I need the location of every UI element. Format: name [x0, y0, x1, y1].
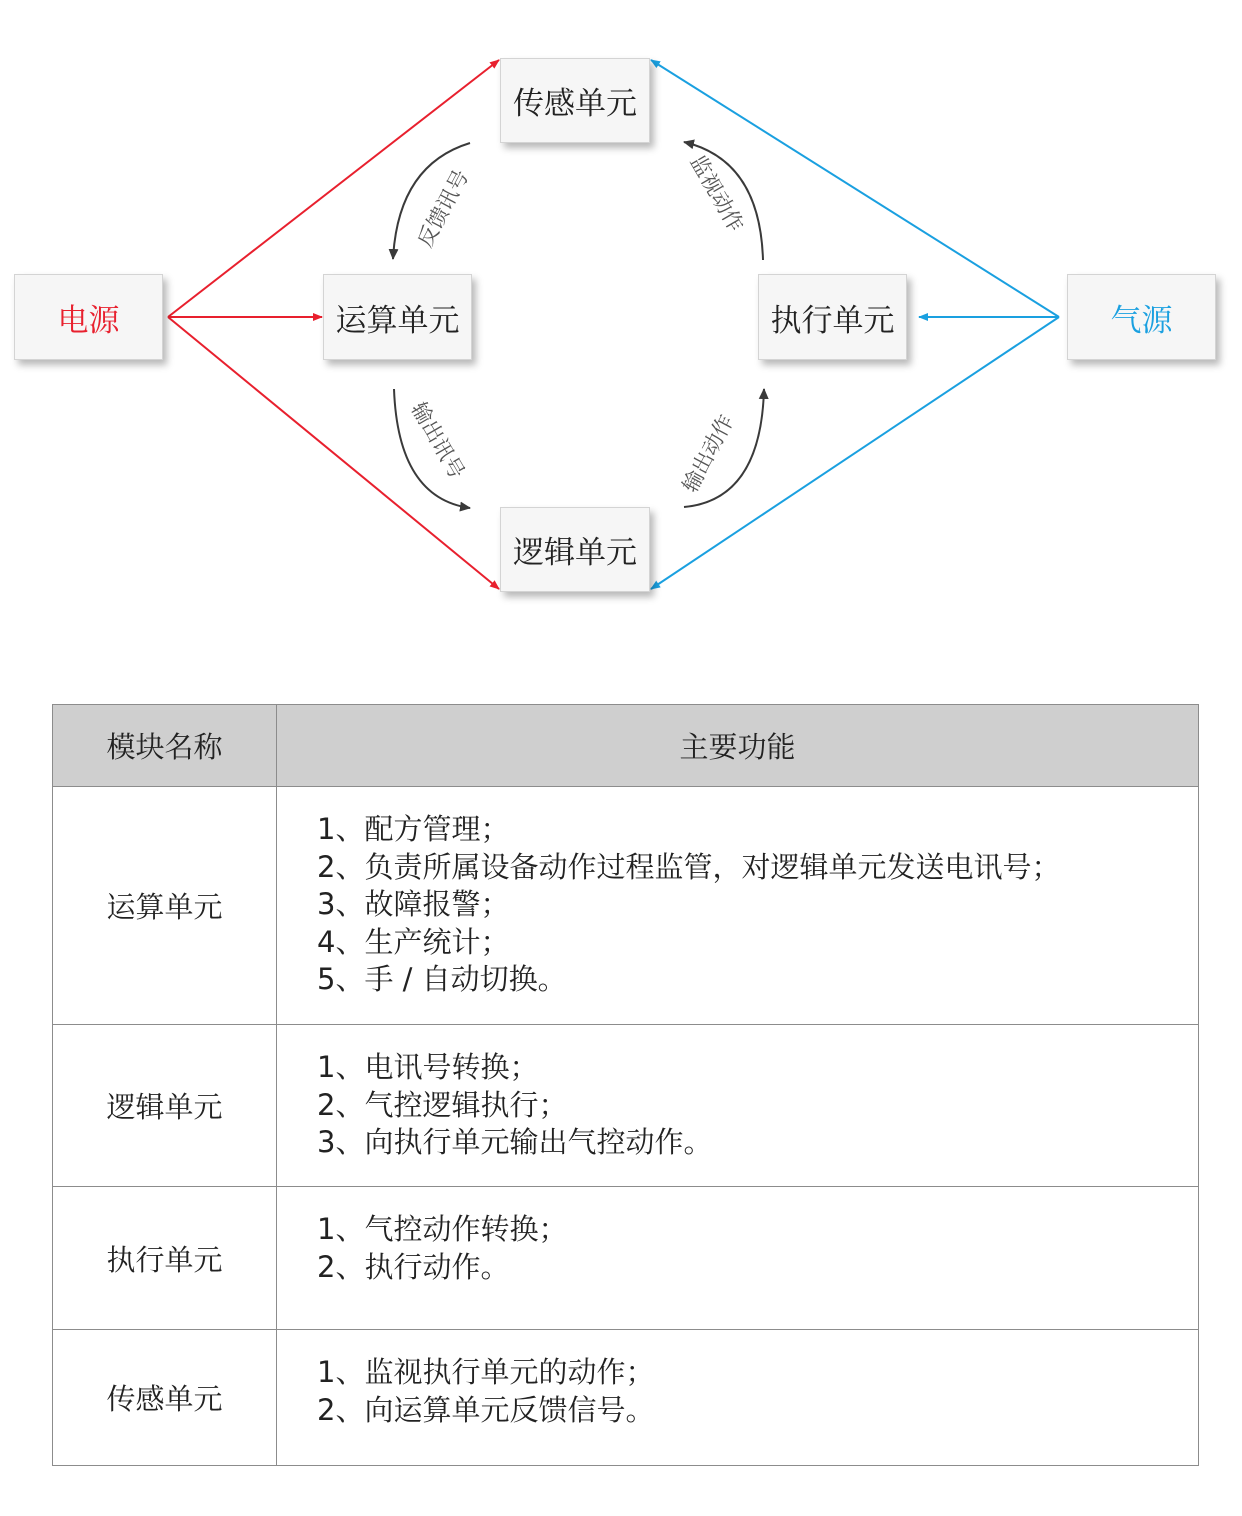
- logic-unit-label: 逻辑单元: [513, 535, 637, 571]
- row-functions: [277, 1025, 1199, 1187]
- row-functions: [277, 1187, 1199, 1330]
- exec-unit-node: [758, 274, 907, 360]
- row-functions: [277, 787, 1199, 1025]
- row-functions: [277, 1330, 1199, 1466]
- table-row: [53, 787, 1199, 1025]
- feedback-label: 反馈讯号: [412, 165, 474, 252]
- function-item: 2、负责所属设备动作过程监管，对逻辑单元发送电讯号；: [317, 849, 1061, 884]
- exec-unit-label: 执行单元: [770, 302, 895, 339]
- table-row: [53, 1330, 1199, 1466]
- function-item: 2、气控逻辑执行；: [317, 1087, 568, 1122]
- sensing-unit-node: [500, 58, 650, 143]
- compute-unit-node: [323, 274, 472, 360]
- sensing-unit-label: 传感单元: [513, 86, 637, 122]
- function-item: 3、向执行单元输出气控动作。: [317, 1125, 713, 1159]
- table-header-row: [53, 705, 1199, 787]
- row-module-name: 执行单元: [53, 1187, 277, 1330]
- function-item: 5、手 / 自动切换。: [317, 962, 567, 996]
- logic-unit-node: [500, 507, 650, 592]
- function-item: 1、电讯号转换；: [317, 1050, 539, 1084]
- row-module-name: 运算单元: [53, 787, 277, 1025]
- table-row: [53, 1025, 1199, 1187]
- air-source-node: [1067, 274, 1216, 360]
- row-module-name: 逻辑单元: [53, 1025, 277, 1187]
- power-source-node: [14, 274, 163, 360]
- function-item: 2、向运算单元反馈信号。: [317, 1392, 655, 1427]
- air-source-label: 气源: [1110, 302, 1173, 339]
- table-row: [53, 1187, 1199, 1330]
- module-function-table: [52, 704, 1199, 1466]
- header-module-name: 模块名称: [53, 705, 277, 787]
- output-signal-label: 输出讯号: [406, 398, 470, 483]
- monitor-label: 监视动作: [685, 151, 749, 236]
- system-diagram: [0, 0, 1242, 640]
- function-item: 1、监视执行单元的动作；: [317, 1355, 655, 1389]
- compute-unit-label: 运算单元: [335, 302, 460, 339]
- function-item: 3、故障报警；: [317, 887, 510, 921]
- row-module-name: 传感单元: [53, 1330, 277, 1466]
- power-source-label: 电源: [57, 302, 120, 339]
- function-item: 2、执行动作。: [317, 1249, 510, 1284]
- output-action-label: 输出动作: [677, 410, 739, 497]
- function-item: 1、气控动作转换；: [317, 1212, 568, 1246]
- function-item: 4、生产统计；: [317, 924, 510, 959]
- function-item: 1、配方管理；: [317, 812, 510, 846]
- header-main-function: 主要功能: [277, 705, 1199, 787]
